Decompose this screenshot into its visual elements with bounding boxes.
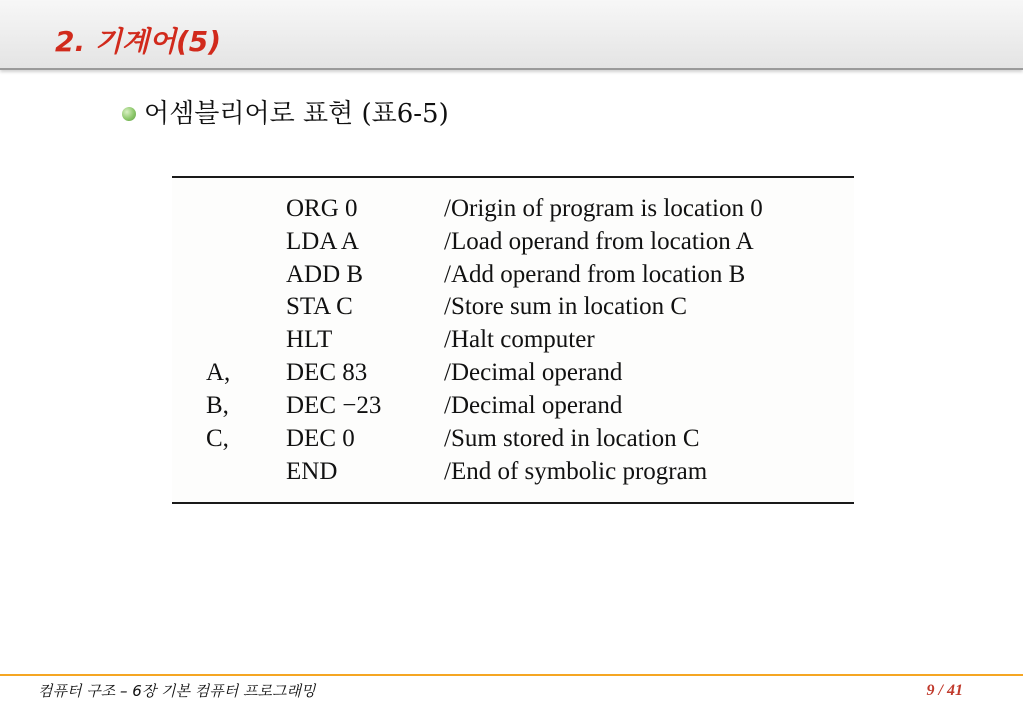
listing-top-rule <box>172 176 854 178</box>
listing-row <box>172 422 854 455</box>
bullet-text <box>144 94 449 134</box>
listing-bottom-rule <box>172 502 854 504</box>
slide-header <box>0 0 1023 70</box>
row-instruction: LDA A <box>286 228 359 255</box>
row-instruction: DEC 0 <box>286 425 355 452</box>
row-instruction: DEC 83 <box>286 359 368 386</box>
row-instruction: DEC −23 <box>286 392 382 419</box>
listing-row <box>172 258 854 291</box>
row-instruction: ORG 0 <box>286 195 358 222</box>
row-label: A, <box>206 359 231 386</box>
bullet-text-korean: 어셈블리어로 표현 <box>144 99 362 129</box>
row-comment: /Decimal operand <box>444 359 623 386</box>
row-comment: /Add operand from location B <box>444 261 746 288</box>
row-label: C, <box>206 425 229 452</box>
row-comment: /Load operand from location A <box>444 228 754 255</box>
row-comment: /End of symbolic program <box>444 458 708 485</box>
row-instruction: END <box>286 458 338 485</box>
row-label: B, <box>206 392 229 419</box>
listing-row <box>172 290 854 323</box>
page-current: 9 <box>926 682 935 699</box>
page-number <box>927 680 963 702</box>
row-comment: /Decimal operand <box>444 392 623 419</box>
listing-row <box>172 323 854 356</box>
row-instruction: STA C <box>286 293 353 320</box>
footer-course-title: 컴퓨터 구조 – 6장 기본 컴퓨터 프로그래밍 <box>38 682 316 700</box>
row-comment: /Halt computer <box>444 326 595 353</box>
listing-row <box>172 192 854 225</box>
row-instruction: ADD B <box>286 261 364 288</box>
listing-row <box>172 455 854 488</box>
footer-divider <box>0 674 1023 676</box>
row-comment: /Origin of program is location 0 <box>444 195 763 222</box>
listing-row <box>172 389 854 422</box>
page-total: 41 <box>947 682 963 699</box>
row-comment: /Sum stored in location C <box>444 425 700 452</box>
listing-row <box>172 356 854 389</box>
slide-title: 2. 기계어(5) <box>55 25 222 58</box>
assembly-program-listing <box>172 176 854 504</box>
listing-row <box>172 225 854 258</box>
bullet-dot-icon <box>122 107 136 121</box>
row-instruction: HLT <box>286 326 333 353</box>
page-separator: / <box>934 682 947 699</box>
bullet-text-reference: (표6-5) <box>361 99 449 129</box>
bullet-item <box>122 94 449 134</box>
row-comment: /Store sum in location C <box>444 293 688 320</box>
